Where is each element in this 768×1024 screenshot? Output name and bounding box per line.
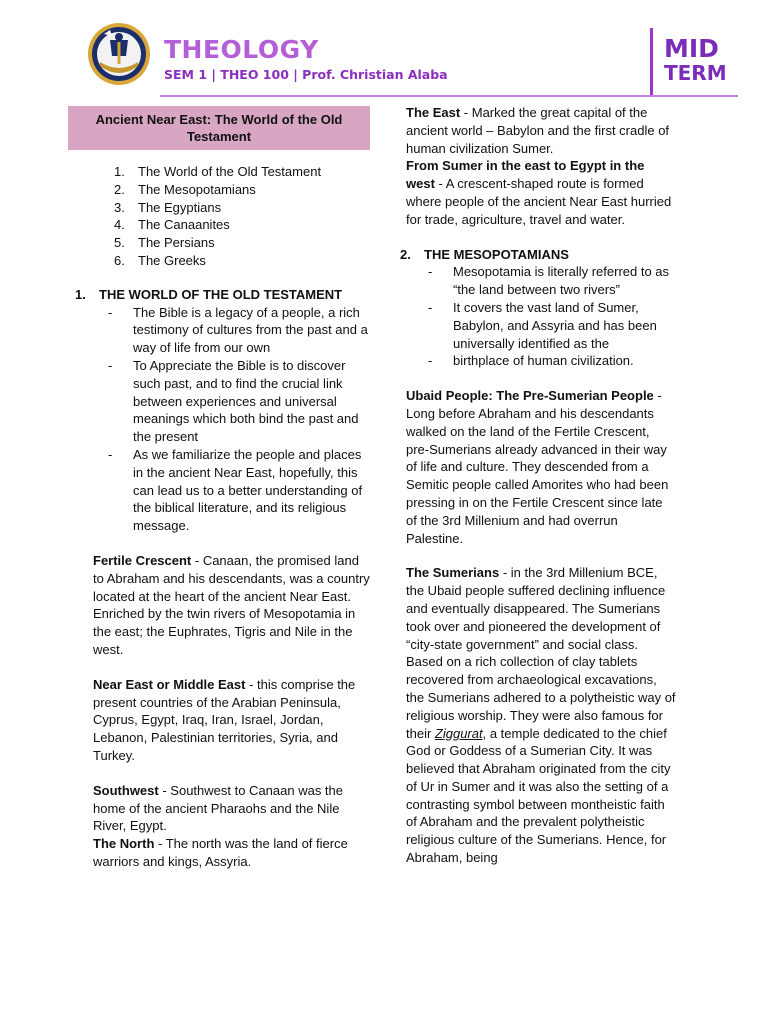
list-item: - birthplace of human civilization. xyxy=(428,353,634,369)
list-item: - As we familiarize the people and places in the ancient Near East, hopefully, this can lead us to a better understanding of the biblical literature, and its religious message. xyxy=(108,446,363,534)
mid-word: MID xyxy=(664,34,719,63)
list-item: - To Appreciate the Bible is to discover such past, and to find the crucial link between experiences and universal meanings which both bind the past and the present xyxy=(108,357,359,445)
right-column xyxy=(400,104,676,867)
paragraph-fertile-crescent: Fertile Crescent - Canaan, the promised land to Abraham and his descendants, was a country located at the heart of the ancient Near East. Enriched by the twin rivers of Mesopotamia in the east; the Euphrates, Tigris and Nile in the west. xyxy=(93,552,370,657)
list-item: - Mesopotamia is literally referred to as “the land between two rivers” xyxy=(428,264,670,298)
toc-item: 6. The Greeks xyxy=(114,252,206,268)
list-item: - The Bible is a legacy of a people, a rich testimony of cultures from the past and a way of life from our own xyxy=(108,304,368,356)
table-of-contents xyxy=(68,163,373,270)
header-divider-horizontal xyxy=(160,95,738,97)
toc-item: 3. The Egyptians xyxy=(114,199,222,215)
toc-item: 1. The World of the Old Testament xyxy=(114,164,322,179)
course-subtitle: SEM 1 | THEO 100 | Prof. Christian Alaba xyxy=(164,67,448,82)
midterm-label xyxy=(664,36,727,84)
toc-item: 2. The Mesopotamians xyxy=(114,181,256,197)
paragraph-ubaid-people: Ubaid People: The Pre-Sumerian People - Long before Abraham and his descendants walked on the land of the Fertile Crescent, pre-Sumerians already advanced in their way of life and culture. They descended from a Semitic people called Amorites who had been pressing in on the Fertile Crescent since late of the 3rd Millenium and had overrun Palestine. xyxy=(406,388,669,546)
paragraph-north: The North - The north was the land of fierce warriors and kings, Assyria. xyxy=(93,836,348,869)
list-item: - It covers the vast land of Sumer, Babylon, and Assyria and has been universally identified as the xyxy=(428,299,657,351)
left-column xyxy=(68,106,373,871)
paragraph-sumerians: The Sumerians - in the 3rd Millenium BCE, the Ubaid people suffered declining influence and eventually disappeared. The Sumerians took over and pioneered the development of “city-state government” and social class. Based on a rich collection of clay tablets recovered from archaeological excavations, the Sumerians adhered to a polytheistic way of religious worship. They were also famous for their Ziggurat, a temple dedicated to the chief God or Goddess of a Sumerian City. It was believed that Abraham originated from the city of Ur in Sumer and it was also the setting of a contrasting symbol between montheistic faith of Abraham and the prevalent polytheistic religious culture of the Sumerians. Hence, for Abraham, being xyxy=(406,565,676,866)
toc-item: 4. The Canaanites xyxy=(114,217,230,233)
paragraph-near-east: Near East or Middle East - this comprise the present countries of the Arabian Peninsula, Cyprus, Egypt, Iraq, Iran, Israel, Jordan, Lebanon, Palestinian territories, Syria, and Turkey. xyxy=(93,676,356,763)
university-seal-logo xyxy=(86,22,152,86)
term-word: TERM xyxy=(664,61,727,85)
paragraph-east: The East - Marked the great capital of the ancient world – Babylon and the first cradle of human civilization Sumer. xyxy=(406,105,670,156)
header-divider-vertical xyxy=(650,28,653,96)
section-1-bullets xyxy=(68,304,373,535)
course-title: THEOLOGY xyxy=(164,35,319,64)
paragraph-sumer-to-egypt: From Sumer in the east to Egypt in the west - A crescent-shaped route is formed where people of the ancient Near East hurried for trade, agriculture, travel and water. xyxy=(406,158,672,227)
toc-item: 5. The Persians xyxy=(114,235,215,251)
section-2-bullets xyxy=(406,263,676,370)
section-heading-2: 2. THE MESOPOTAMIANS xyxy=(400,246,569,262)
topic-title-box: Ancient Near East: The World of the Old Testament xyxy=(68,106,370,150)
page-header xyxy=(0,0,768,100)
paragraph-southwest: Southwest - Southwest to Canaan was the home of the ancient Pharaohs and the Nile River, Egypt. xyxy=(93,782,344,834)
ziggurat-term: Ziggurat xyxy=(434,725,483,741)
section-heading-1: 1. THE WORLD OF THE OLD TESTAMENT xyxy=(75,286,343,302)
